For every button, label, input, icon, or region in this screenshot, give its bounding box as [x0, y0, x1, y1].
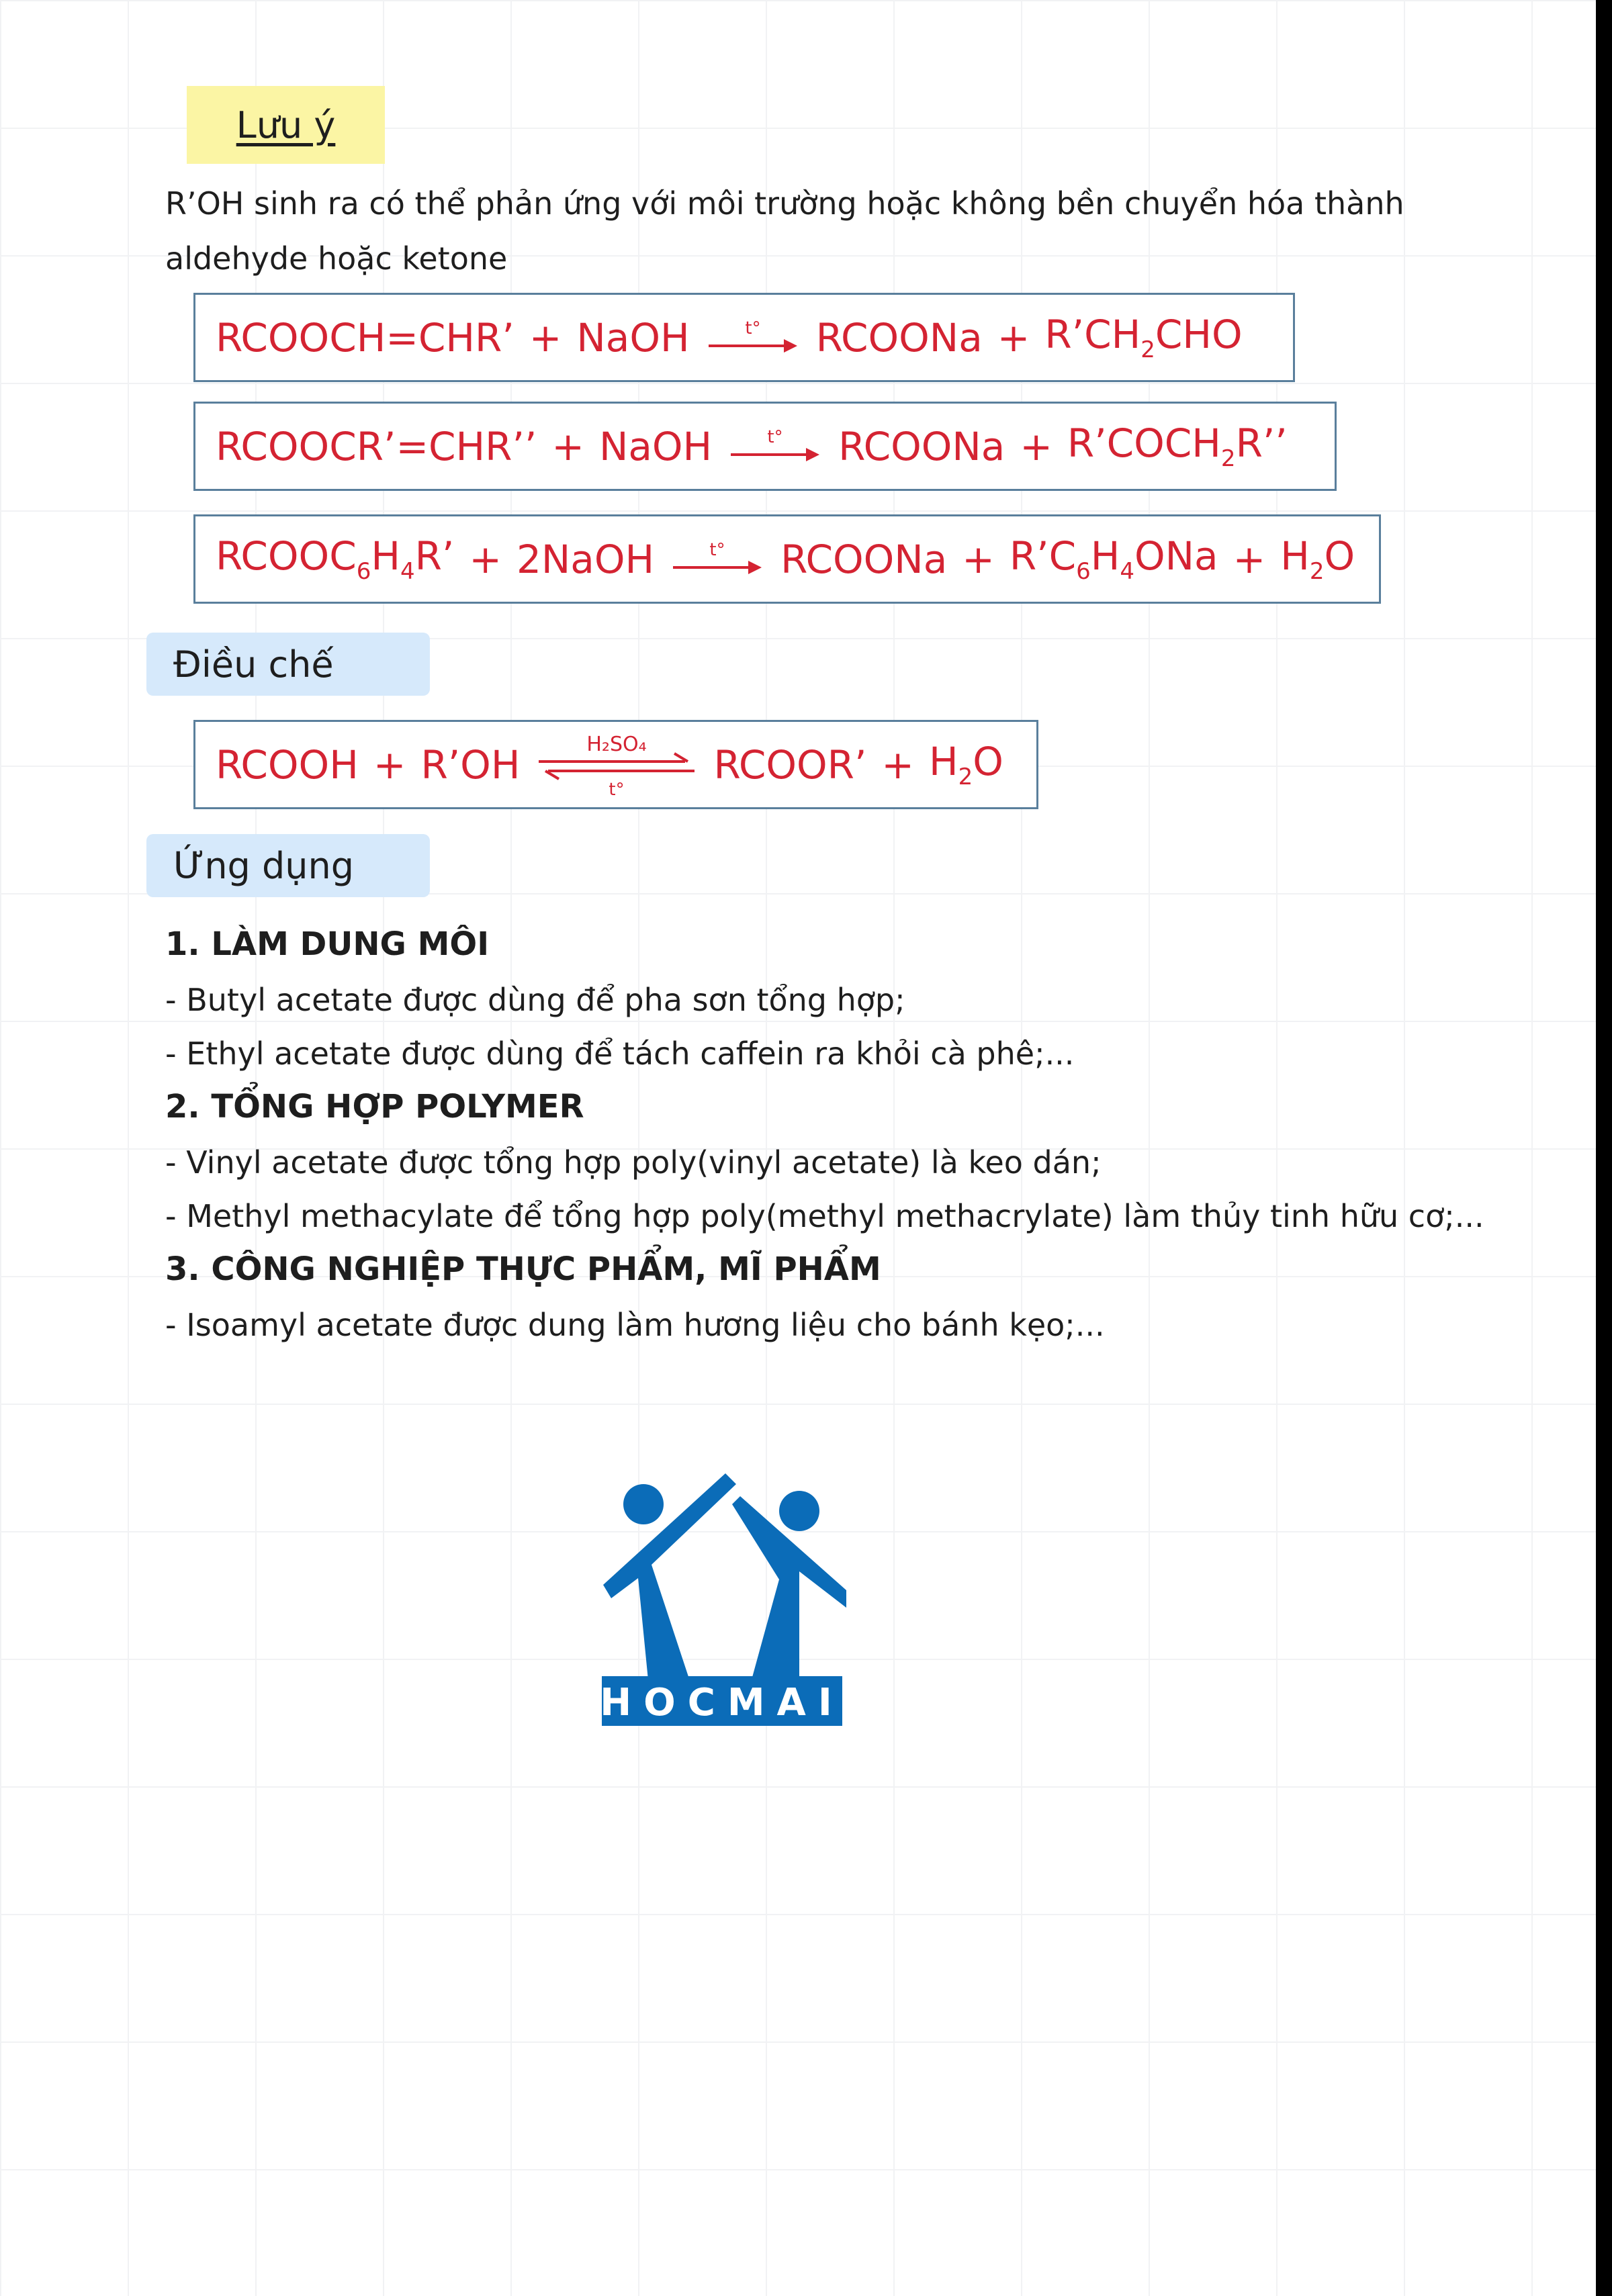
arrow-icon	[670, 539, 764, 580]
reagent: R’OH	[420, 741, 521, 788]
application-line: - Isoamyl acetate được dung làm hương liệu cho bánh kẹo;...	[165, 1307, 1105, 1343]
application-line: - Butyl acetate được dùng để pha sơn tổng hợp;	[165, 982, 905, 1018]
equilibrium-arrow-icon	[536, 728, 697, 802]
application-line: - Ethyl acetate được dùng để tách caffein ra khỏi cà phê;...	[165, 1036, 1075, 1072]
note-text: R’OH sinh ra có thể phản ứng với môi trường hoặc không bền chuyển hóa thành aldehyde hoặc ketone	[165, 185, 1404, 277]
product: $R’CH_2CHO$	[1044, 312, 1243, 363]
plus-sign: +	[1020, 423, 1053, 469]
reaction-box-2	[193, 402, 1337, 491]
reagent: NaOH	[576, 314, 690, 361]
condition-label: t°	[609, 779, 625, 800]
reactant: RCOOH	[216, 741, 359, 788]
application-line: - Methyl methacylate để tổng hợp poly(methyl methacrylate) làm thủy tinh hữu cơ;...	[165, 1198, 1484, 1234]
reactant: $RCOOC_6H_4R$’	[216, 533, 455, 585]
applications-section-tag: Ứng dụng	[146, 834, 430, 897]
right-edge-bar	[1596, 0, 1612, 2296]
product: $H_2O$	[1280, 533, 1355, 585]
plus-sign: +	[529, 314, 562, 361]
reactant: RCOOCR’=CHR’’	[216, 423, 537, 469]
plus-sign: +	[881, 741, 915, 788]
condition-label: t°	[744, 318, 761, 338]
logo-text: HOCMAI	[600, 1681, 844, 1725]
prep-reaction-box	[193, 720, 1038, 809]
plus-sign: +	[373, 741, 406, 788]
product: $R’COCH_2R$’’	[1067, 420, 1288, 472]
product: RCOONa	[780, 536, 948, 582]
reagent: 2NaOH	[516, 536, 655, 582]
plus-sign: +	[469, 536, 502, 582]
condition-label: t°	[767, 426, 783, 447]
reactant: RCOOCH=CHR’	[216, 314, 514, 361]
note-tag: Lưu ý	[187, 86, 385, 164]
reaction-box-1	[193, 293, 1295, 382]
reagent: NaOH	[598, 423, 713, 469]
application-line: - Vinyl acetate được tổng hợp poly(vinyl acetate) là keo dán;	[165, 1144, 1102, 1181]
plus-sign: +	[1233, 536, 1266, 582]
product: RCOOR’	[713, 741, 867, 788]
plus-sign: +	[997, 314, 1030, 361]
product: RCOONa	[838, 423, 1005, 469]
plus-sign: +	[551, 423, 584, 469]
application-heading-1: 1. LÀM DUNG MÔI	[165, 925, 490, 963]
application-heading-3: 3. CÔNG NGHIỆP THỰC PHẨM, MĨ PHẨM	[165, 1250, 881, 1288]
condition-label: t°	[709, 539, 725, 560]
reaction-box-3	[193, 514, 1381, 604]
application-heading-2: 2. TỔNG HỢP POLYMER	[165, 1088, 584, 1126]
product: $H_2O$	[929, 739, 1003, 790]
catalyst-label: H₂SO₄	[586, 732, 647, 756]
hocmai-logo	[598, 1464, 846, 1726]
prep-section-tag: Điều chế	[146, 633, 430, 696]
arrow-icon	[706, 318, 800, 358]
plus-sign: +	[962, 536, 995, 582]
arrow-icon	[728, 426, 822, 467]
product: RCOONa	[815, 314, 983, 361]
product: $R’C_6H_4ONa$	[1009, 533, 1218, 585]
